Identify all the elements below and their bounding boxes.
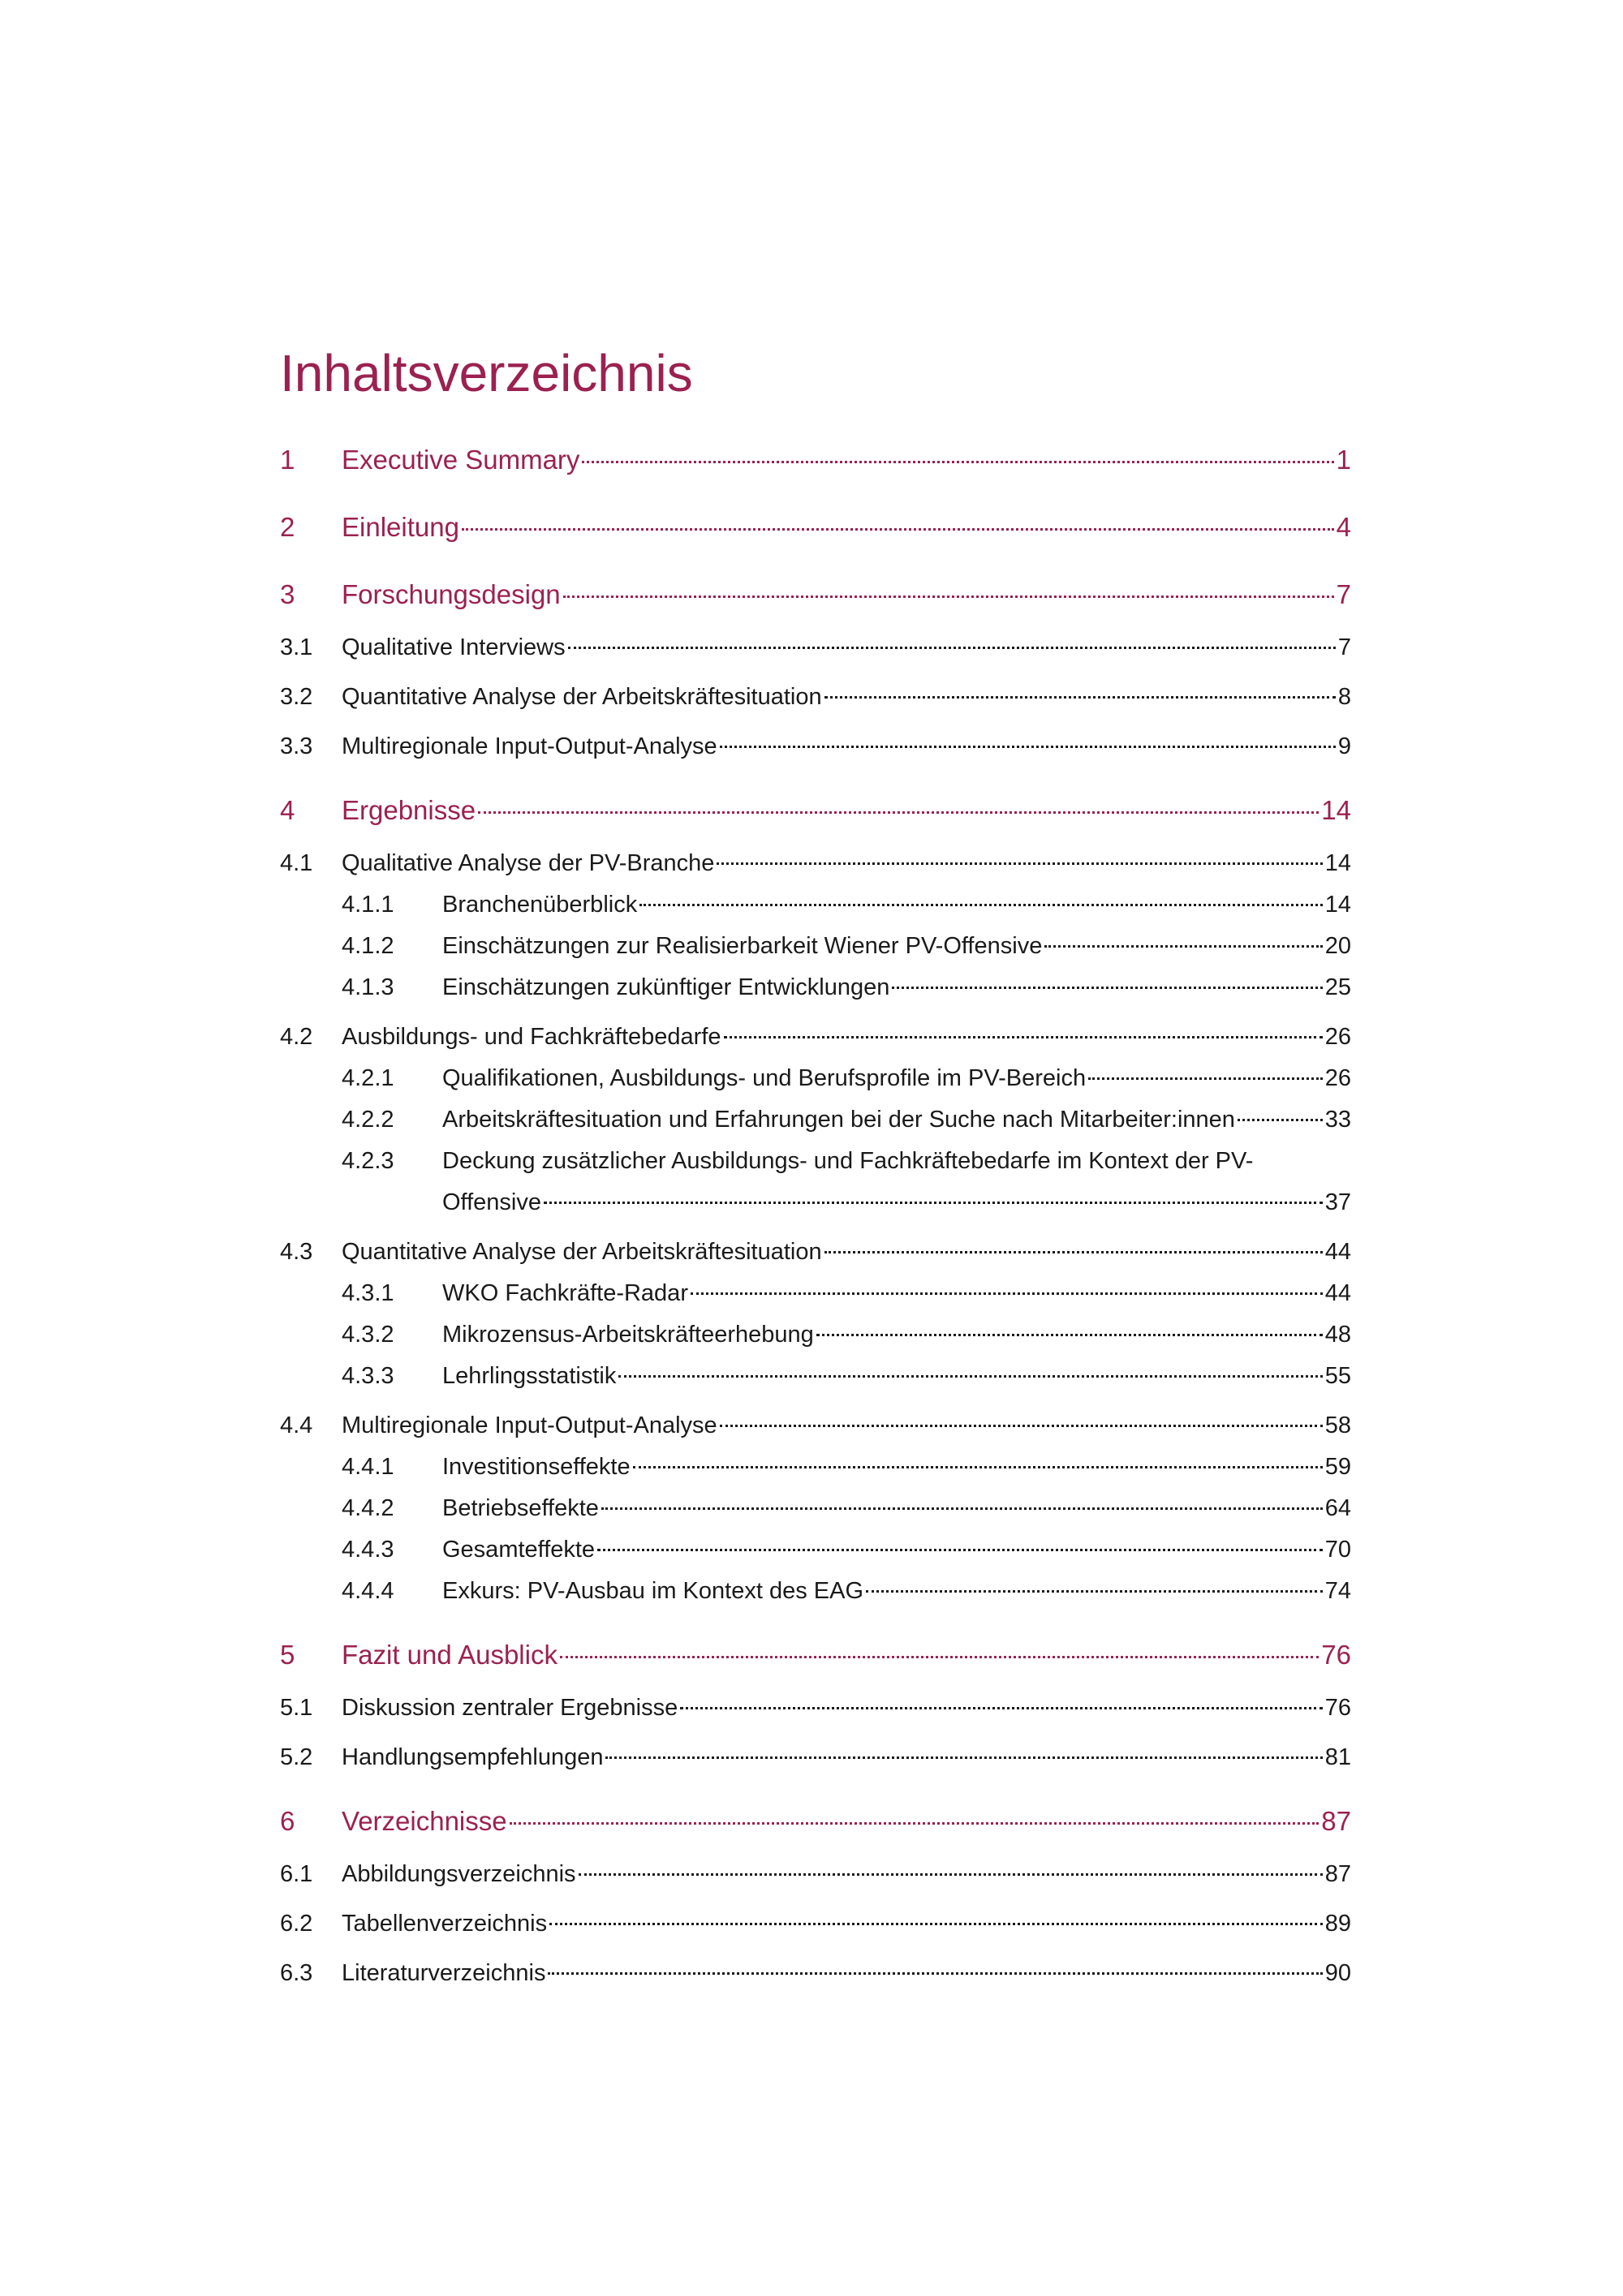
toc-entry-6-3[interactable] — [280, 1960, 1351, 1987]
toc-leader — [605, 1756, 1322, 1759]
toc-entry-4-4[interactable] — [280, 1412, 1351, 1439]
toc-entry-4-2-2[interactable] — [280, 1107, 1351, 1133]
toc-title: Investitionseffekte — [442, 1454, 631, 1480]
toc-entry-3-3[interactable] — [280, 733, 1351, 760]
toc-title: Literaturverzeichnis — [342, 1960, 546, 1986]
toc-number: 4.1.1 — [342, 892, 394, 918]
toc-title: Quantitative Analyse der Arbeitskräftesituation — [342, 684, 822, 710]
toc-page-number: 64 — [1324, 1495, 1351, 1521]
toc-title: Deckung zusätzlicher Ausbildungs- und Fachkräftebedarfe im Kontext der PV- — [442, 1148, 1254, 1174]
toc-number: 3.2 — [280, 684, 313, 710]
toc-entry-3-2[interactable] — [280, 684, 1351, 711]
toc-number: 4.4.3 — [342, 1537, 394, 1563]
toc-page-number: 59 — [1324, 1454, 1351, 1480]
toc-page-number: 9 — [1337, 733, 1351, 759]
toc-title: Ausbildungs- und Fachkräftebedarfe — [342, 1024, 721, 1050]
toc-entry-1[interactable] — [280, 445, 1351, 475]
toc-leader — [824, 696, 1336, 699]
toc-entry-3[interactable] — [280, 579, 1351, 610]
toc-number: 1 — [280, 445, 295, 475]
toc-leader — [724, 1036, 1323, 1038]
toc-leader — [568, 647, 1336, 649]
toc-leader — [824, 1251, 1323, 1253]
toc-number: 4.4.1 — [342, 1454, 394, 1480]
toc-number: 5.2 — [280, 1744, 313, 1770]
toc-leader — [597, 1549, 1323, 1551]
toc-entry-4-2[interactable] — [280, 1024, 1351, 1051]
toc-page-number: 81 — [1324, 1744, 1351, 1770]
toc-leader — [510, 1822, 1319, 1825]
toc-page-number: 89 — [1324, 1911, 1351, 1937]
toc-leader — [582, 461, 1333, 463]
toc-title-continued: Offensive — [442, 1189, 541, 1215]
toc-entry-4-4-1[interactable] — [280, 1454, 1351, 1481]
toc-number: 6 — [280, 1806, 295, 1836]
toc-title: Qualifikationen, Ausbildungs- und Berufsprofile im PV-Bereich — [442, 1065, 1087, 1091]
toc-leader — [639, 904, 1323, 906]
toc-leader — [691, 1292, 1323, 1295]
toc-number: 3.1 — [280, 634, 313, 660]
toc-number: 4.1 — [280, 850, 313, 876]
toc-leader — [720, 746, 1336, 748]
toc-page-number: 44 — [1324, 1280, 1351, 1306]
toc-number: 3.3 — [280, 733, 313, 759]
toc-title: Executive Summary — [342, 445, 580, 475]
toc-number: 4.4.4 — [342, 1578, 394, 1604]
toc-number: 4.1.3 — [342, 974, 394, 1000]
toc-entry-4-1-2[interactable] — [280, 933, 1351, 960]
toc-entry-5-2[interactable] — [280, 1744, 1351, 1771]
toc-entry-4-4-4[interactable] — [280, 1578, 1351, 1605]
toc-leader — [462, 528, 1334, 531]
toc-number: 4.2.2 — [342, 1107, 394, 1133]
toc-page-number: 26 — [1324, 1065, 1351, 1091]
toc-number: 4 — [280, 795, 295, 825]
toc-page-number: 76 — [1324, 1695, 1351, 1721]
toc-number: 4.3.2 — [342, 1322, 394, 1348]
toc-title: Einschätzungen zur Realisierbarkeit Wiener PV-Offensive — [442, 933, 1043, 959]
toc-page-number: 1 — [1336, 445, 1351, 475]
toc-page-number: 33 — [1324, 1107, 1351, 1133]
toc-title: Einschätzungen zukünftiger Entwicklungen — [442, 974, 890, 1000]
toc-page-number: 14 — [1324, 850, 1351, 876]
toc-number: 4.3.1 — [342, 1280, 394, 1306]
toc-title: Einleitung — [342, 512, 459, 542]
toc-entry-6-2[interactable] — [280, 1911, 1351, 1937]
toc-title: Multiregionale Input-Output-Analyse — [342, 733, 717, 759]
toc-entry-4-4-2[interactable] — [280, 1495, 1351, 1522]
toc-title: Handlungsempfehlungen — [342, 1744, 604, 1770]
table-of-contents — [280, 0, 1351, 2296]
toc-number: 5 — [280, 1640, 295, 1670]
toc-number: 4.1.2 — [342, 933, 394, 959]
toc-title: Gesamteffekte — [442, 1537, 596, 1563]
toc-page-number: 87 — [1324, 1861, 1351, 1887]
toc-page-number: 44 — [1324, 1239, 1351, 1265]
toc-entry-5[interactable] — [280, 1640, 1351, 1670]
toc-leader — [720, 1425, 1323, 1427]
toc-leader — [1088, 1077, 1323, 1080]
toc-page-number: 74 — [1324, 1578, 1351, 1604]
toc-entry-4-3-1[interactable] — [280, 1280, 1351, 1307]
toc-page-number: 8 — [1337, 684, 1351, 710]
toc-page-number: 48 — [1324, 1322, 1351, 1348]
toc-leader — [1044, 945, 1322, 948]
toc-entry-line — [442, 1189, 1351, 1216]
toc-leader — [680, 1707, 1322, 1709]
toc-number: 4.2 — [280, 1024, 313, 1050]
toc-leader — [618, 1375, 1322, 1378]
toc-number: 4.2.1 — [342, 1065, 394, 1091]
toc-number: 6.2 — [280, 1911, 313, 1937]
toc-entry-4-2-1[interactable] — [280, 1065, 1351, 1092]
toc-entry-4[interactable] — [280, 795, 1351, 826]
toc-title: Exkurs: PV-Ausbau im Kontext des EAG — [442, 1578, 864, 1604]
toc-page-number: 26 — [1324, 1024, 1351, 1050]
toc-page-number: 20 — [1324, 933, 1351, 959]
toc-page-number: 25 — [1324, 974, 1351, 1000]
toc-page-number: 76 — [1321, 1640, 1351, 1670]
toc-entry-2[interactable] — [280, 512, 1351, 543]
toc-page-number: 70 — [1324, 1537, 1351, 1563]
toc-entry-line — [280, 1148, 1351, 1175]
toc-title: Abbildungsverzeichnis — [342, 1861, 576, 1887]
toc-leader — [601, 1507, 1323, 1510]
toc-number: 5.1 — [280, 1695, 313, 1721]
toc-entry-6[interactable] — [280, 1806, 1351, 1837]
toc-title: Betriebseffekte — [442, 1495, 599, 1521]
toc-leader — [717, 862, 1322, 865]
toc-entry-5-1[interactable] — [280, 1695, 1351, 1722]
toc-page-number: 7 — [1336, 579, 1351, 609]
toc-title: Branchenüberblick — [442, 892, 638, 918]
toc-number: 6.1 — [280, 1861, 313, 1887]
toc-leader — [478, 811, 1319, 814]
toc-title: Qualitative Interviews — [342, 634, 566, 660]
page-title: Inhaltsverzeichnis — [280, 344, 693, 402]
toc-number: 4.2.3 — [342, 1148, 394, 1174]
toc-leader — [892, 987, 1322, 989]
toc-title: Quantitative Analyse der Arbeitskräftesituation — [342, 1239, 822, 1265]
toc-entry-4-1[interactable] — [280, 850, 1351, 877]
toc-number: 6.3 — [280, 1960, 313, 1986]
toc-entry-4-3-3[interactable] — [280, 1363, 1351, 1390]
toc-leader — [1238, 1119, 1323, 1121]
toc-title: Forschungsdesign — [342, 579, 561, 609]
toc-title: Tabellenverzeichnis — [342, 1911, 548, 1937]
toc-number: 3 — [280, 579, 295, 609]
toc-title: Ergebnisse — [342, 795, 476, 825]
toc-page-number: 87 — [1321, 1806, 1351, 1836]
toc-page-number: 58 — [1324, 1412, 1351, 1438]
toc-entry-4-3[interactable] — [280, 1239, 1351, 1266]
toc-leader — [563, 595, 1334, 598]
toc-title: Mikrozensus-Arbeitskräfteerhebung — [442, 1322, 814, 1348]
toc-entry-4-4-3[interactable] — [280, 1537, 1351, 1563]
toc-number: 4.4 — [280, 1412, 313, 1438]
toc-title: WKO Fachkräfte-Radar — [442, 1280, 688, 1306]
toc-entry-6-1[interactable] — [280, 1861, 1351, 1888]
toc-page-number: 14 — [1321, 795, 1351, 825]
toc-leader — [560, 1656, 1319, 1658]
toc-leader — [816, 1334, 1323, 1336]
toc-leader — [549, 1923, 1323, 1925]
toc-title: Multiregionale Input-Output-Analyse — [342, 1412, 717, 1438]
toc-leader — [548, 1972, 1322, 1975]
toc-leader — [579, 1873, 1323, 1876]
toc-title: Fazit und Ausblick — [342, 1640, 558, 1670]
toc-entry-4-1-3[interactable] — [280, 974, 1351, 1001]
toc-entry-4-3-2[interactable] — [280, 1322, 1351, 1348]
toc-entry-3-1[interactable] — [280, 634, 1351, 661]
toc-title: Qualitative Analyse der PV-Branche — [342, 850, 715, 876]
toc-leader — [544, 1202, 1323, 1204]
toc-page-number: 4 — [1336, 512, 1351, 542]
toc-title: Arbeitskräftesituation und Erfahrungen bei der Suche nach Mitarbeiter:innen — [442, 1107, 1235, 1133]
toc-number: 4.3 — [280, 1239, 313, 1265]
toc-page-number: 55 — [1324, 1363, 1351, 1389]
toc-entry-4-1-1[interactable] — [280, 892, 1351, 918]
toc-page-number: 90 — [1324, 1960, 1351, 1986]
toc-leader — [633, 1466, 1323, 1468]
toc-page-number: 37 — [1324, 1189, 1351, 1215]
toc-page-number: 7 — [1337, 634, 1351, 660]
toc-leader — [866, 1590, 1323, 1593]
toc-title: Verzeichnisse — [342, 1806, 507, 1836]
toc-number: 4.3.3 — [342, 1363, 394, 1389]
toc-number: 4.4.2 — [342, 1495, 394, 1521]
toc-title: Diskussion zentraler Ergebnisse — [342, 1695, 678, 1721]
toc-number: 2 — [280, 512, 295, 542]
toc-title: Lehrlingsstatistik — [442, 1363, 617, 1389]
toc-page-number: 14 — [1324, 892, 1351, 918]
